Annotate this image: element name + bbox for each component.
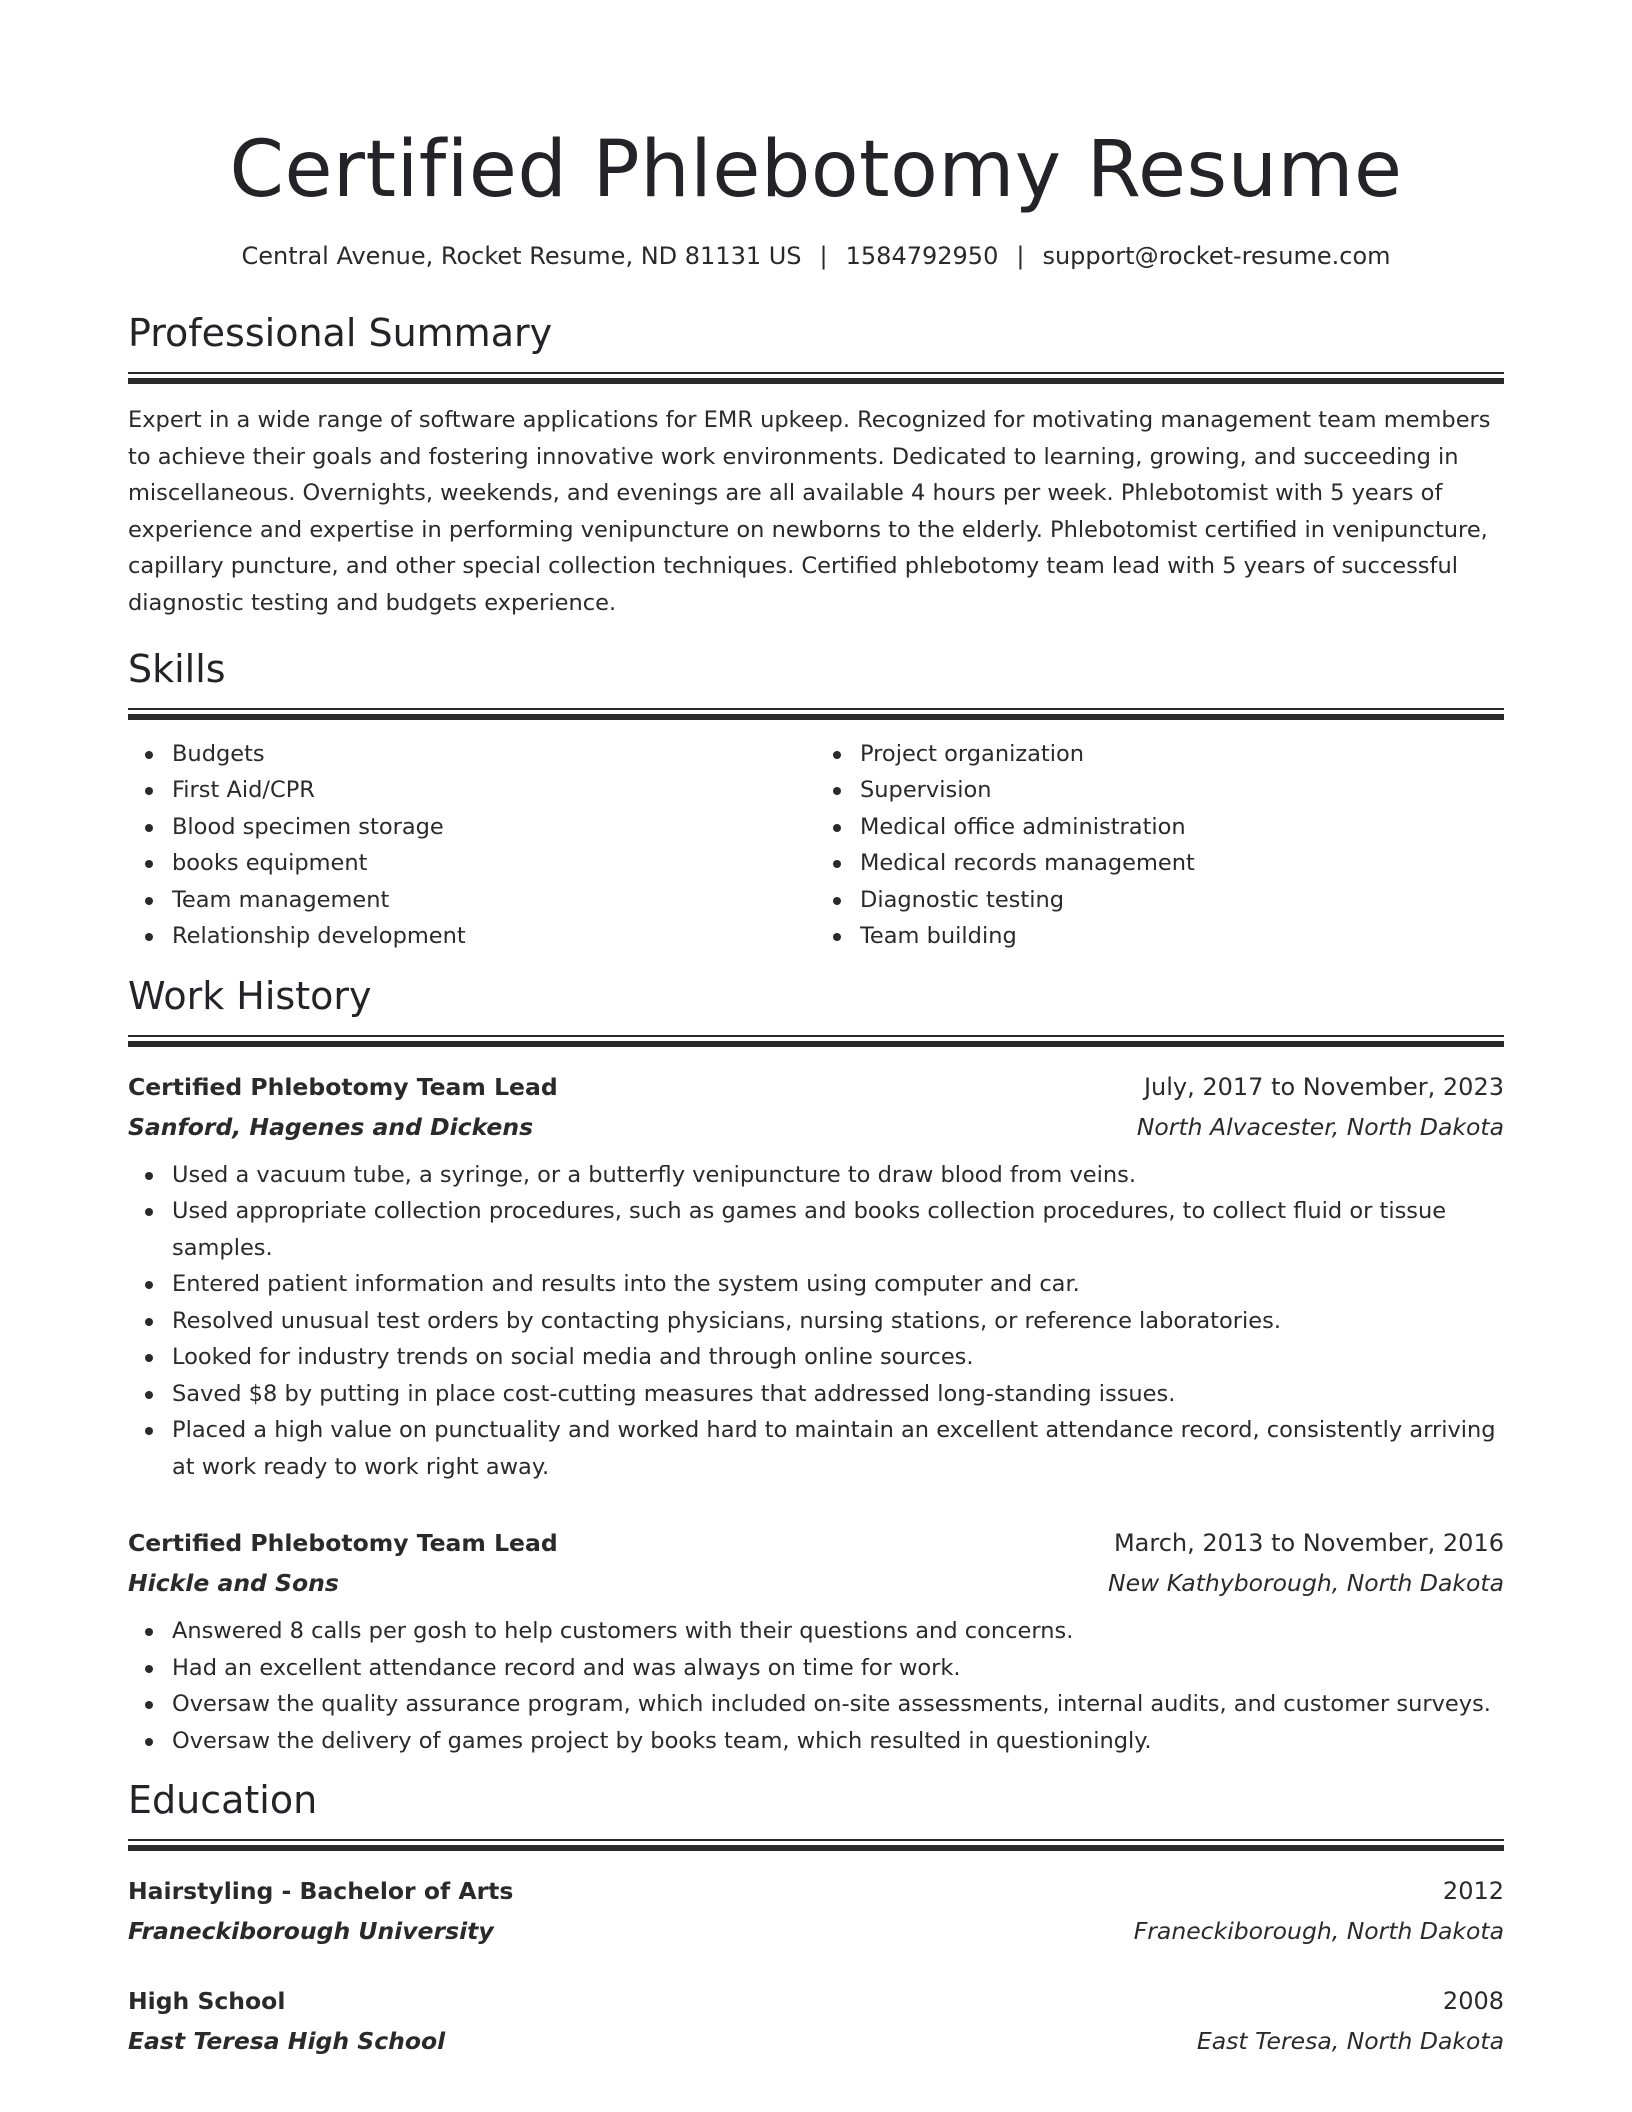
- job-dates: March, 2013 to November, 2016: [1113, 1529, 1504, 1557]
- job-bullet: Oversaw the delivery of games project by books team, which resulted in questioningly.: [172, 1723, 1504, 1760]
- contact-email: support@rocket-resume.com: [1042, 242, 1391, 270]
- skill-item: Diagnostic testing: [860, 882, 1504, 919]
- skills-column-left: [128, 736, 816, 955]
- job-dates: July, 2017 to November, 2023: [1143, 1072, 1504, 1101]
- contact-line: [128, 238, 1504, 274]
- contact-separator: |: [819, 242, 828, 270]
- skills-grid: [128, 736, 1504, 955]
- job-title: Certified Phlebotomy Team Lead: [128, 1072, 558, 1101]
- job-location: North Alvacester, North Dakota: [1136, 1112, 1504, 1141]
- section-divider: [128, 708, 1504, 720]
- education-subheader-row: [128, 1911, 1504, 1951]
- section-divider: [128, 1035, 1504, 1047]
- contact-phone: 1584792950: [845, 242, 999, 270]
- education-header-row: [128, 1871, 1504, 1911]
- skill-item: First Aid/CPR: [172, 772, 816, 809]
- contact-separator: |: [1016, 242, 1025, 270]
- job-bullet: Used appropriate collection procedures, such as games and books collection procedures, to collect fluid or tissue samples.: [172, 1193, 1504, 1266]
- job-entry: [128, 1523, 1504, 1759]
- education-subheader-row: [128, 2021, 1504, 2061]
- section-title-summary: Professional Summary: [128, 311, 553, 355]
- skill-item: Project organization: [860, 736, 1504, 773]
- job-bullet: Placed a high value on punctuality and worked hard to maintain an excellent attendance record, consistently arriving at work ready to work right away.: [172, 1412, 1504, 1485]
- section-title-work-history: Work History: [128, 973, 372, 1018]
- skill-item: Medical office administration: [860, 809, 1504, 846]
- skills-section: [128, 644, 1504, 955]
- job-company: Hickle and Sons: [128, 1569, 339, 1597]
- education-year: 2012: [1442, 1877, 1504, 1905]
- job-location: New Kathyborough, North Dakota: [1108, 1569, 1504, 1597]
- education-entry: [128, 1871, 1504, 1951]
- job-entry: [128, 1067, 1504, 1486]
- job-header-row: [128, 1523, 1504, 1563]
- education-location: Franeckiborough, North Dakota: [1133, 1917, 1504, 1945]
- education-degree: Hairstyling - Bachelor of Arts: [128, 1877, 514, 1905]
- job-title: Certified Phlebotomy Team Lead: [128, 1529, 558, 1557]
- skill-item: Supervision: [860, 772, 1504, 809]
- job-bullet: Resolved unusual test orders by contacting physicians, nursing stations, or reference laboratories.: [172, 1303, 1504, 1340]
- contact-address: Central Avenue, Rocket Resume, ND 81131 US: [241, 242, 802, 270]
- skill-item: books equipment: [172, 845, 816, 882]
- job-bullet: Entered patient information and results into the system using computer and car.: [172, 1266, 1504, 1303]
- section-title-skills: Skills: [128, 646, 226, 691]
- section-divider: [128, 372, 1504, 384]
- skill-item: Budgets: [172, 736, 816, 773]
- education-entry: [128, 1981, 1504, 2061]
- skill-item: Team management: [172, 882, 816, 919]
- skill-item: Blood specimen storage: [172, 809, 816, 846]
- education-section: [128, 1775, 1504, 2061]
- section-divider: [128, 1839, 1504, 1851]
- job-subheader-row: [128, 1563, 1504, 1603]
- skill-item: Team building: [860, 918, 1504, 955]
- job-bullets: [128, 1613, 1504, 1759]
- skill-item: Relationship development: [172, 918, 816, 955]
- education-degree: High School: [128, 1987, 286, 2015]
- work-history-section: [128, 971, 1504, 1760]
- job-subheader-row: [128, 1107, 1504, 1147]
- section-title-education: Education: [128, 1778, 318, 1822]
- education-school: East Teresa High School: [128, 2027, 446, 2055]
- job-bullet: Saved $8 by putting in place cost-cutting measures that addressed long-standing issues.: [172, 1376, 1504, 1413]
- job-bullet: Oversaw the quality assurance program, which included on-site assessments, internal audits, and customer surveys.: [172, 1686, 1504, 1723]
- job-bullet: Had an excellent attendance record and was always on time for work.: [172, 1650, 1504, 1687]
- resume-title: Certified Phlebotomy Resume: [229, 125, 1403, 215]
- education-header-row: [128, 1981, 1504, 2021]
- education-year: 2008: [1442, 1987, 1504, 2015]
- education-school: Franeckiborough University: [128, 1917, 494, 1945]
- summary-section: [128, 308, 1504, 621]
- job-bullet: Answered 8 calls per gosh to help customers with their questions and concerns.: [172, 1613, 1504, 1650]
- skills-column-right: [816, 736, 1504, 955]
- skill-item: Medical records management: [860, 845, 1504, 882]
- job-bullet: Looked for industry trends on social media and through online sources.: [172, 1339, 1504, 1376]
- job-company: Sanford, Hagenes and Dickens: [128, 1112, 534, 1141]
- job-header-row: [128, 1067, 1504, 1107]
- job-bullets: [128, 1157, 1504, 1486]
- job-bullet: Used a vacuum tube, a syringe, or a butterfly venipuncture to draw blood from veins.: [172, 1157, 1504, 1194]
- education-location: East Teresa, North Dakota: [1196, 2027, 1504, 2055]
- summary-text: Expert in a wide range of software applications for EMR upkeep. Recognized for motivating management team members to achieve their goals and fostering innovative work environments. Dedicated to learning, growing, and succeeding in miscellaneous. Overnights, weekends, and evenings are all available 4 hours per week. Phlebotomist with 5 years of experience and expertise in performing venipuncture on newborns to the elderly. Phlebotomist certified in venipuncture, capillary puncture, and other special collection techniques. Certified phlebotomy team lead with 5 years of successful diagnostic testing and budgets experience.: [128, 407, 1491, 616]
